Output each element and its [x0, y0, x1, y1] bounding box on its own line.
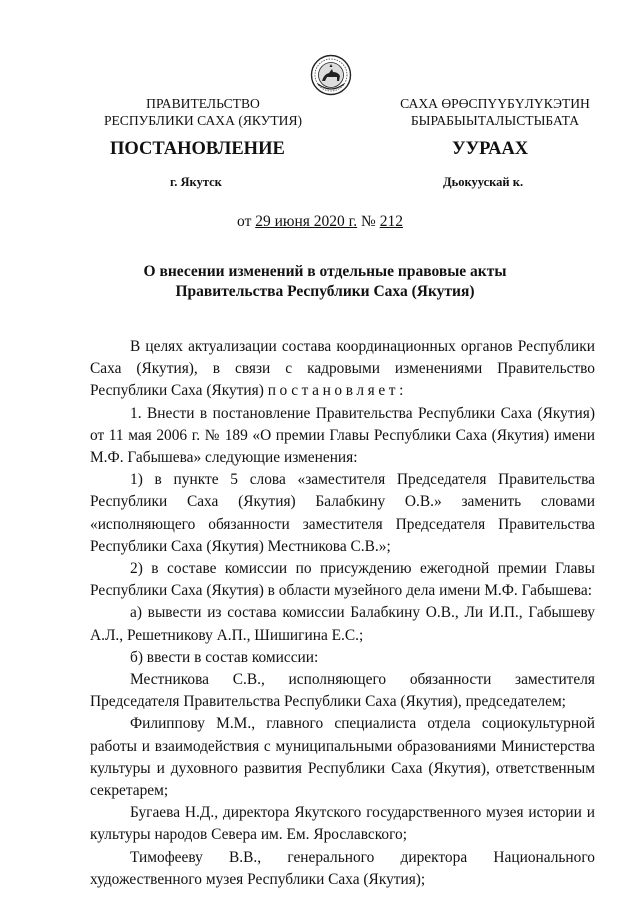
paragraph-member-filippova: Филиппову М.М., главного специалиста отдела социокультурной работы и взаимодействия с муниципальными образованиями Министерства культуры и духовного развития Республики Саха (Якутия), ответственным секретарем; [90, 715, 595, 800]
paragraph-member-bugaev: Бугаева Н.Д., директора Якутского государственного музея истории и культуры народов Севера им. Ем. Ярославского; [90, 804, 595, 844]
doc-type-sakha: УУРААХ [452, 139, 529, 159]
document-body [90, 336, 595, 891]
paragraph-member-mestnikov: Местникова С.В., исполняющего обязанности заместителя Председателя Правительства Республики Саха (Якутия), председателем; [90, 671, 595, 711]
paragraph-subitem-2: 2) в составе комиссии по присуждению ежегодной премии Главы Республики Саха (Якутия) в области музейного дела имени М.Ф. Габышева: [90, 560, 595, 600]
issuer-russian-line-2: РЕСПУБЛИКИ САХА (ЯКУТИЯ) [103, 113, 303, 128]
issuer-sakha [375, 95, 615, 129]
document-date: 29 июня 2020 г. [255, 213, 358, 230]
city-sakha: Дьокуускай к. [443, 175, 524, 189]
document-subject [90, 262, 560, 302]
city-russian: г. Якутск [170, 175, 222, 189]
preamble-decree-word: постановляет: [267, 382, 407, 400]
subject-line-2: Правительства Республики Саха (Якутия) [175, 283, 475, 300]
paragraph-preamble [90, 336, 595, 403]
issuer-russian-line-1: ПРАВИТЕЛЬСТВО [146, 96, 260, 111]
paragraph-member-timofeeva: Тимофееву В.В., генерального директора Национального художественного музея Республики Саха (Якутия); [90, 848, 595, 888]
paragraph-subitem-b: б) ввести в состав комиссии: [130, 648, 319, 666]
issuer-sakha-line-2: БЫРАБЫЫТАЛЫСТЫБАТА [410, 113, 580, 128]
paragraph-subitem-a: а) вывести из состава комиссии Балабкину О.В., Ли И.П., Габышеву А.Л., Решетникову А.П., Шишигина Е.С.; [90, 604, 595, 644]
doc-type-russian: ПОСТАНОВЛЕНИЕ [110, 139, 285, 159]
issuer-russian [88, 95, 318, 129]
document-header [0, 0, 640, 200]
preamble-text: В целях актуализации состава координационных органов Республики Саха (Якутия), в связи с кадровыми изменениями Правительство Республики Саха (Якутия) [90, 338, 595, 400]
issuer-sakha-line-1: САХА ӨРӨСПҮҮБҮЛҮКЭТИН [400, 96, 590, 111]
sakha-coat-of-arms-icon [310, 54, 352, 96]
paragraph-subitem-1: 1) в пункте 5 слова «заместителя Председателя Правительства Республики Саха (Якутия) Балабкину О.В.» заменить словами «исполняющего обязанности заместителя Председателя Правительства Республики Саха (Якутия) Местникова С.В.»; [90, 471, 595, 555]
date-and-number [0, 213, 640, 231]
paragraph-item-1: 1. Внести в постановление Правительства Республики Саха (Якутия) от 11 мая 2006 г. № 189 «О премии Главы Республики Саха (Якутия) имени М.Ф. Габышева» следующие изменения: [90, 404, 595, 467]
date-prefix: от [237, 213, 256, 230]
number-sign: № [357, 213, 380, 230]
subject-line-1: О внесении изменений в отдельные правовые акты [143, 263, 507, 280]
document-number: 212 [379, 213, 403, 230]
